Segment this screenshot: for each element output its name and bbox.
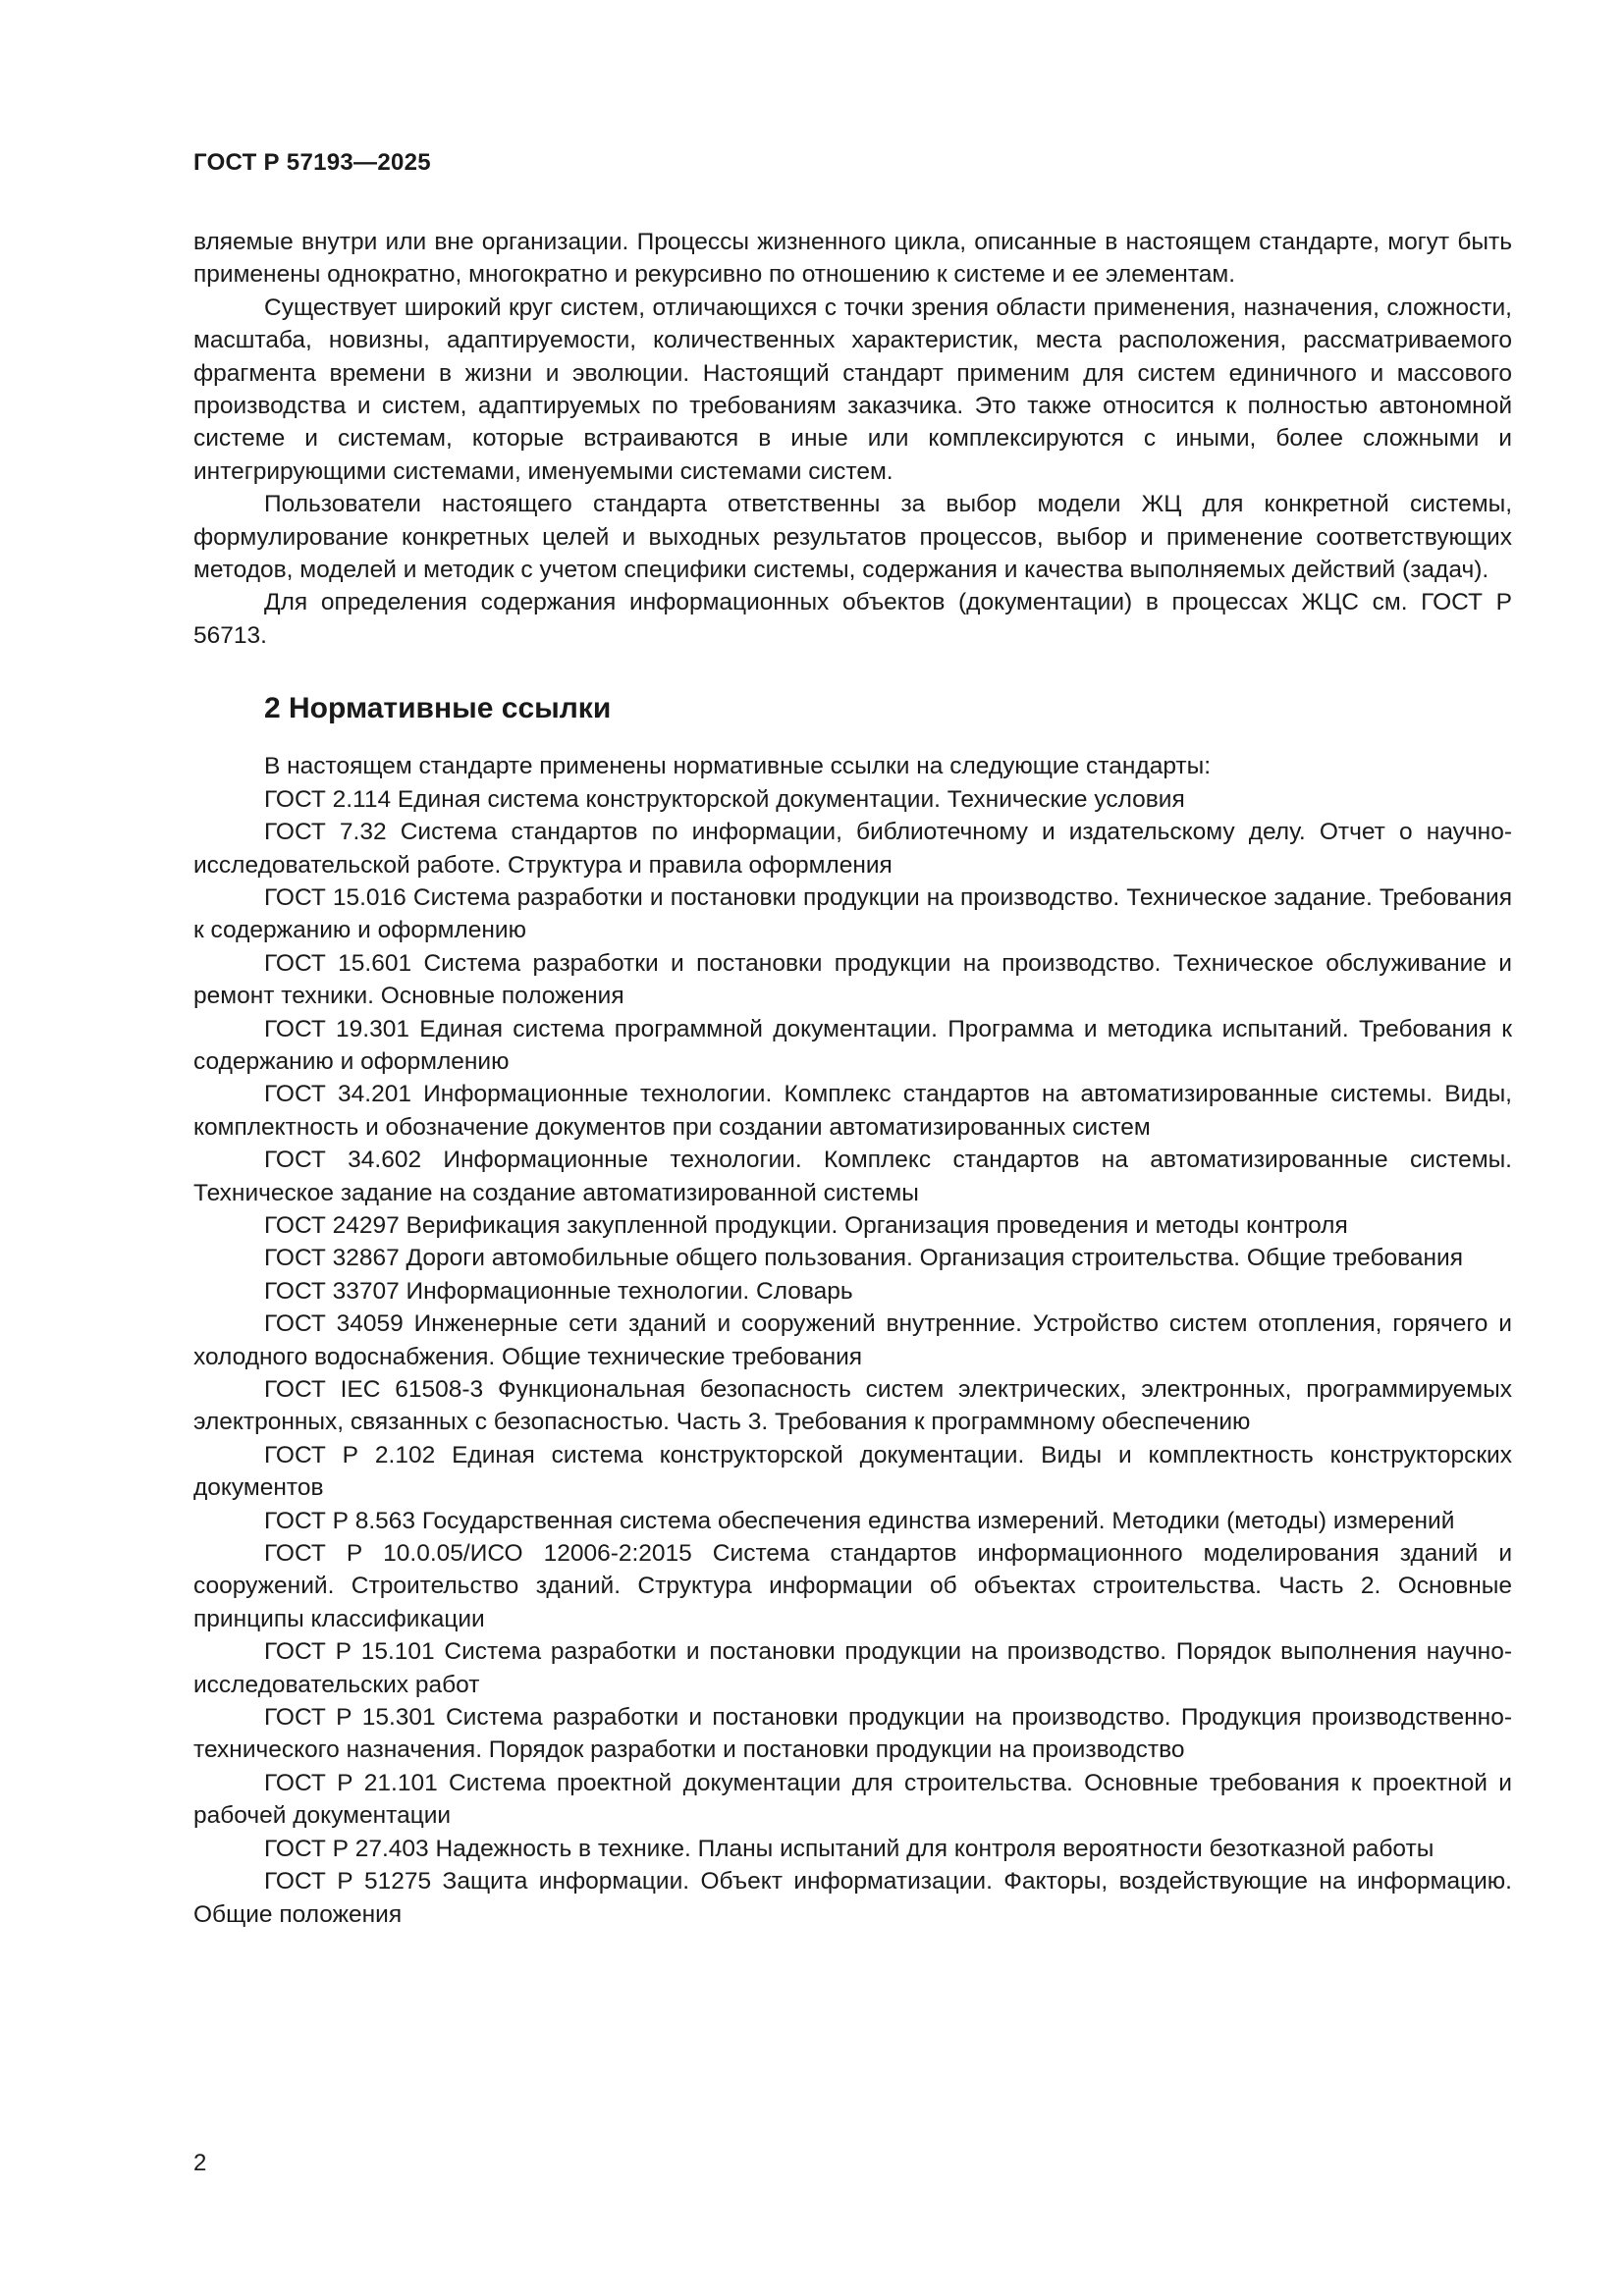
reference-item: ГОСТ Р 15.101 Система разработки и постановки продукции на производство. Порядок выполнения научно-исследовательских работ (193, 1638, 1512, 1698)
reference-item: ГОСТ 2.114 Единая система конструкторской документации. Технические условия (264, 785, 1185, 813)
reference-item: ГОСТ 7.32 Система стандартов по информации, библиотечному и издательскому делу. Отчет о научно-исследовательской работе. Структура и правила оформления (193, 819, 1512, 879)
reference-item: ГОСТ 34059 Инженерные сети зданий и сооружений внутренние. Устройство систем отопления, горячего и холодного водоснабжения. Общие технические требования (193, 1310, 1512, 1370)
reference-item: ГОСТ Р 10.0.05/ИСО 12006-2:2015 Система стандартов информационного моделирования зданий и сооружений. Строительство зданий. Структура информации об объектах строительства. Часть 2. Основные принципы классификации (193, 1540, 1512, 1632)
reference-item: ГОСТ IEC 61508-3 Функциональная безопасность систем электрических, электронных, программируемых электронных, связанных с безопасностью. Часть 3. Требования к программному обеспечению (193, 1376, 1512, 1436)
reference-item: ГОСТ Р 15.301 Система разработки и постановки продукции на производство. Продукция производственно-технического назначения. Порядок разработки и постановки продукции на производство (193, 1704, 1512, 1764)
reference-item: ГОСТ 19.301 Единая система программной документации. Программа и методика испытаний. Требования к содержанию и оформлению (193, 1015, 1512, 1075)
reference-item: ГОСТ Р 27.403 Надежность в технике. Планы испытаний для контроля вероятности безотказной работы (264, 1835, 1435, 1862)
section-title: 2 Нормативные ссылки (264, 692, 612, 725)
intro-paragraph: вляемые внутри или вне организации. Процессы жизненного цикла, описанные в настоящем стандарте, могут быть применены однократно, многократно и рекурсивно по отношению к системе и ее элементам. (193, 229, 1512, 289)
intro-paragraph: Существует широкий круг систем, отличающихся с точки зрения области применения, назначения, сложности, масштаба, новизны, адаптируемости, количественных характеристик, места расположения, рассматриваемого фрагмента времени в жизни и эволюции. Настоящий стандарт применим для систем единичного и массового производства и систем, адаптируемых по требованиям заказчика. Это также относится к полностью автономной системе и системам, которые встраиваются в иные или комплексируются с иными, более сложными и интегрирующими системами, именуемыми системами систем. (193, 294, 1512, 485)
reference-item: ГОСТ 33707 Информационные технологии. Словарь (264, 1277, 853, 1305)
intro-paragraph: Пользователи настоящего стандарта ответственны за выбор модели ЖЦ для конкретной системы, формулирование конкретных целей и выходных результатов процессов, выбор и применение соответствующих методов, моделей и методик с учетом специфики системы, содержания и качества выполняемых действий (задач). (193, 491, 1512, 584)
page-number: 2 (193, 2150, 207, 2176)
reference-item: ГОСТ 15.601 Система разработки и постановки продукции на производство. Техническое обслуживание и ремонт техники. Основные положения (193, 949, 1512, 1010)
reference-item: ГОСТ Р 8.563 Государственная система обеспечения единства измерений. Методики (методы) измерений (264, 1507, 1455, 1534)
document-code: ГОСТ Р 57193—2025 (193, 149, 431, 176)
reference-item: ГОСТ 24297 Верификация закупленной продукции. Организация проведения и методы контроля (264, 1211, 1348, 1239)
intro-paragraph: Для определения содержания информационных объектов (документации) в процессах ЖЦС см. ГОСТ Р 56713. (193, 589, 1512, 649)
reference-item: ГОСТ 34.201 Информационные технологии. Комплекс стандартов на автоматизированные системы. Виды, комплектность и обозначение документов при создании автоматизированных систем (193, 1081, 1512, 1141)
page-content (193, 226, 1512, 1931)
reference-item: ГОСТ Р 51275 Защита информации. Объект информатизации. Факторы, воздействующие на информацию. Общие положения (193, 1868, 1512, 1928)
reference-item: ГОСТ 34.602 Информационные технологии. Комплекс стандартов на автоматизированные системы. Техническое задание на создание автоматизированной системы (193, 1147, 1512, 1206)
reference-item: ГОСТ Р 21.101 Система проектной документации для строительства. Основные требования к проектной и рабочей документации (193, 1769, 1512, 1830)
section-lead: В настоящем стандарте применены нормативные ссылки на следующие стандарты: (264, 753, 1212, 780)
reference-item: ГОСТ Р 2.102 Единая система конструкторской документации. Виды и комплектность конструкторских документов (193, 1441, 1512, 1502)
reference-item: ГОСТ 32867 Дороги автомобильные общего пользования. Организация строительства. Общие требования (264, 1245, 1463, 1272)
reference-item: ГОСТ 15.016 Система разработки и постановки продукции на производство. Техническое задание. Требования к содержанию и оформлению (193, 883, 1512, 944)
